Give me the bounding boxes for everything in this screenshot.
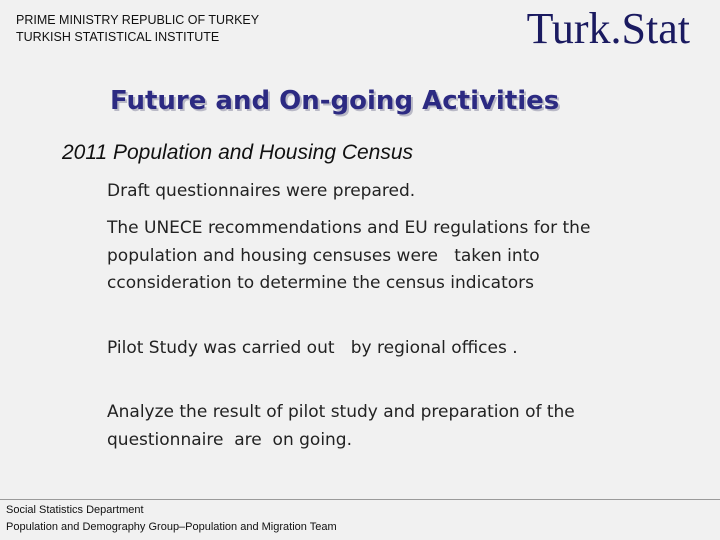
slide-subtitle: 2011 Population and Housing Census <box>62 141 414 164</box>
paragraph-line: The UNECE recommendations and EU regulations for the <box>107 218 591 238</box>
org-line-ministry: PRIME MINISTRY REPUBLIC OF TURKEY <box>16 13 260 27</box>
paragraph-pilot-study <box>107 335 518 363</box>
paragraph-draft-questionnaires <box>107 178 415 206</box>
footer-department: Social Statistics Department <box>6 504 144 516</box>
paragraph-line: cconsideration to determine the census indicators <box>107 273 534 293</box>
footer-divider <box>0 499 720 500</box>
paragraph-line: questionnaire are on going. <box>107 429 353 450</box>
organization-header <box>16 12 259 46</box>
paragraph-line: Draft questionnaires were prepared. <box>107 181 416 201</box>
paragraph-analyze-results <box>107 399 575 454</box>
org-line-institute: TURKISH STATISTICAL INSTITUTE <box>16 30 220 44</box>
footer <box>6 502 337 536</box>
paragraph-line: Analyze the result of pilot study and preparation of the <box>107 402 575 422</box>
slide-title: Future and On-going Activities <box>110 86 560 116</box>
turkstat-logo-text: Turk.Stat <box>526 4 690 53</box>
paragraph-line: population and housing censuses were taken into <box>107 245 540 266</box>
paragraph-line: Pilot Study was carried out by regional offices . <box>107 338 518 358</box>
footer-group-team: Population and Demography Group–Population and Migration Team <box>6 521 337 533</box>
paragraph-unece-recommendations <box>107 215 590 298</box>
